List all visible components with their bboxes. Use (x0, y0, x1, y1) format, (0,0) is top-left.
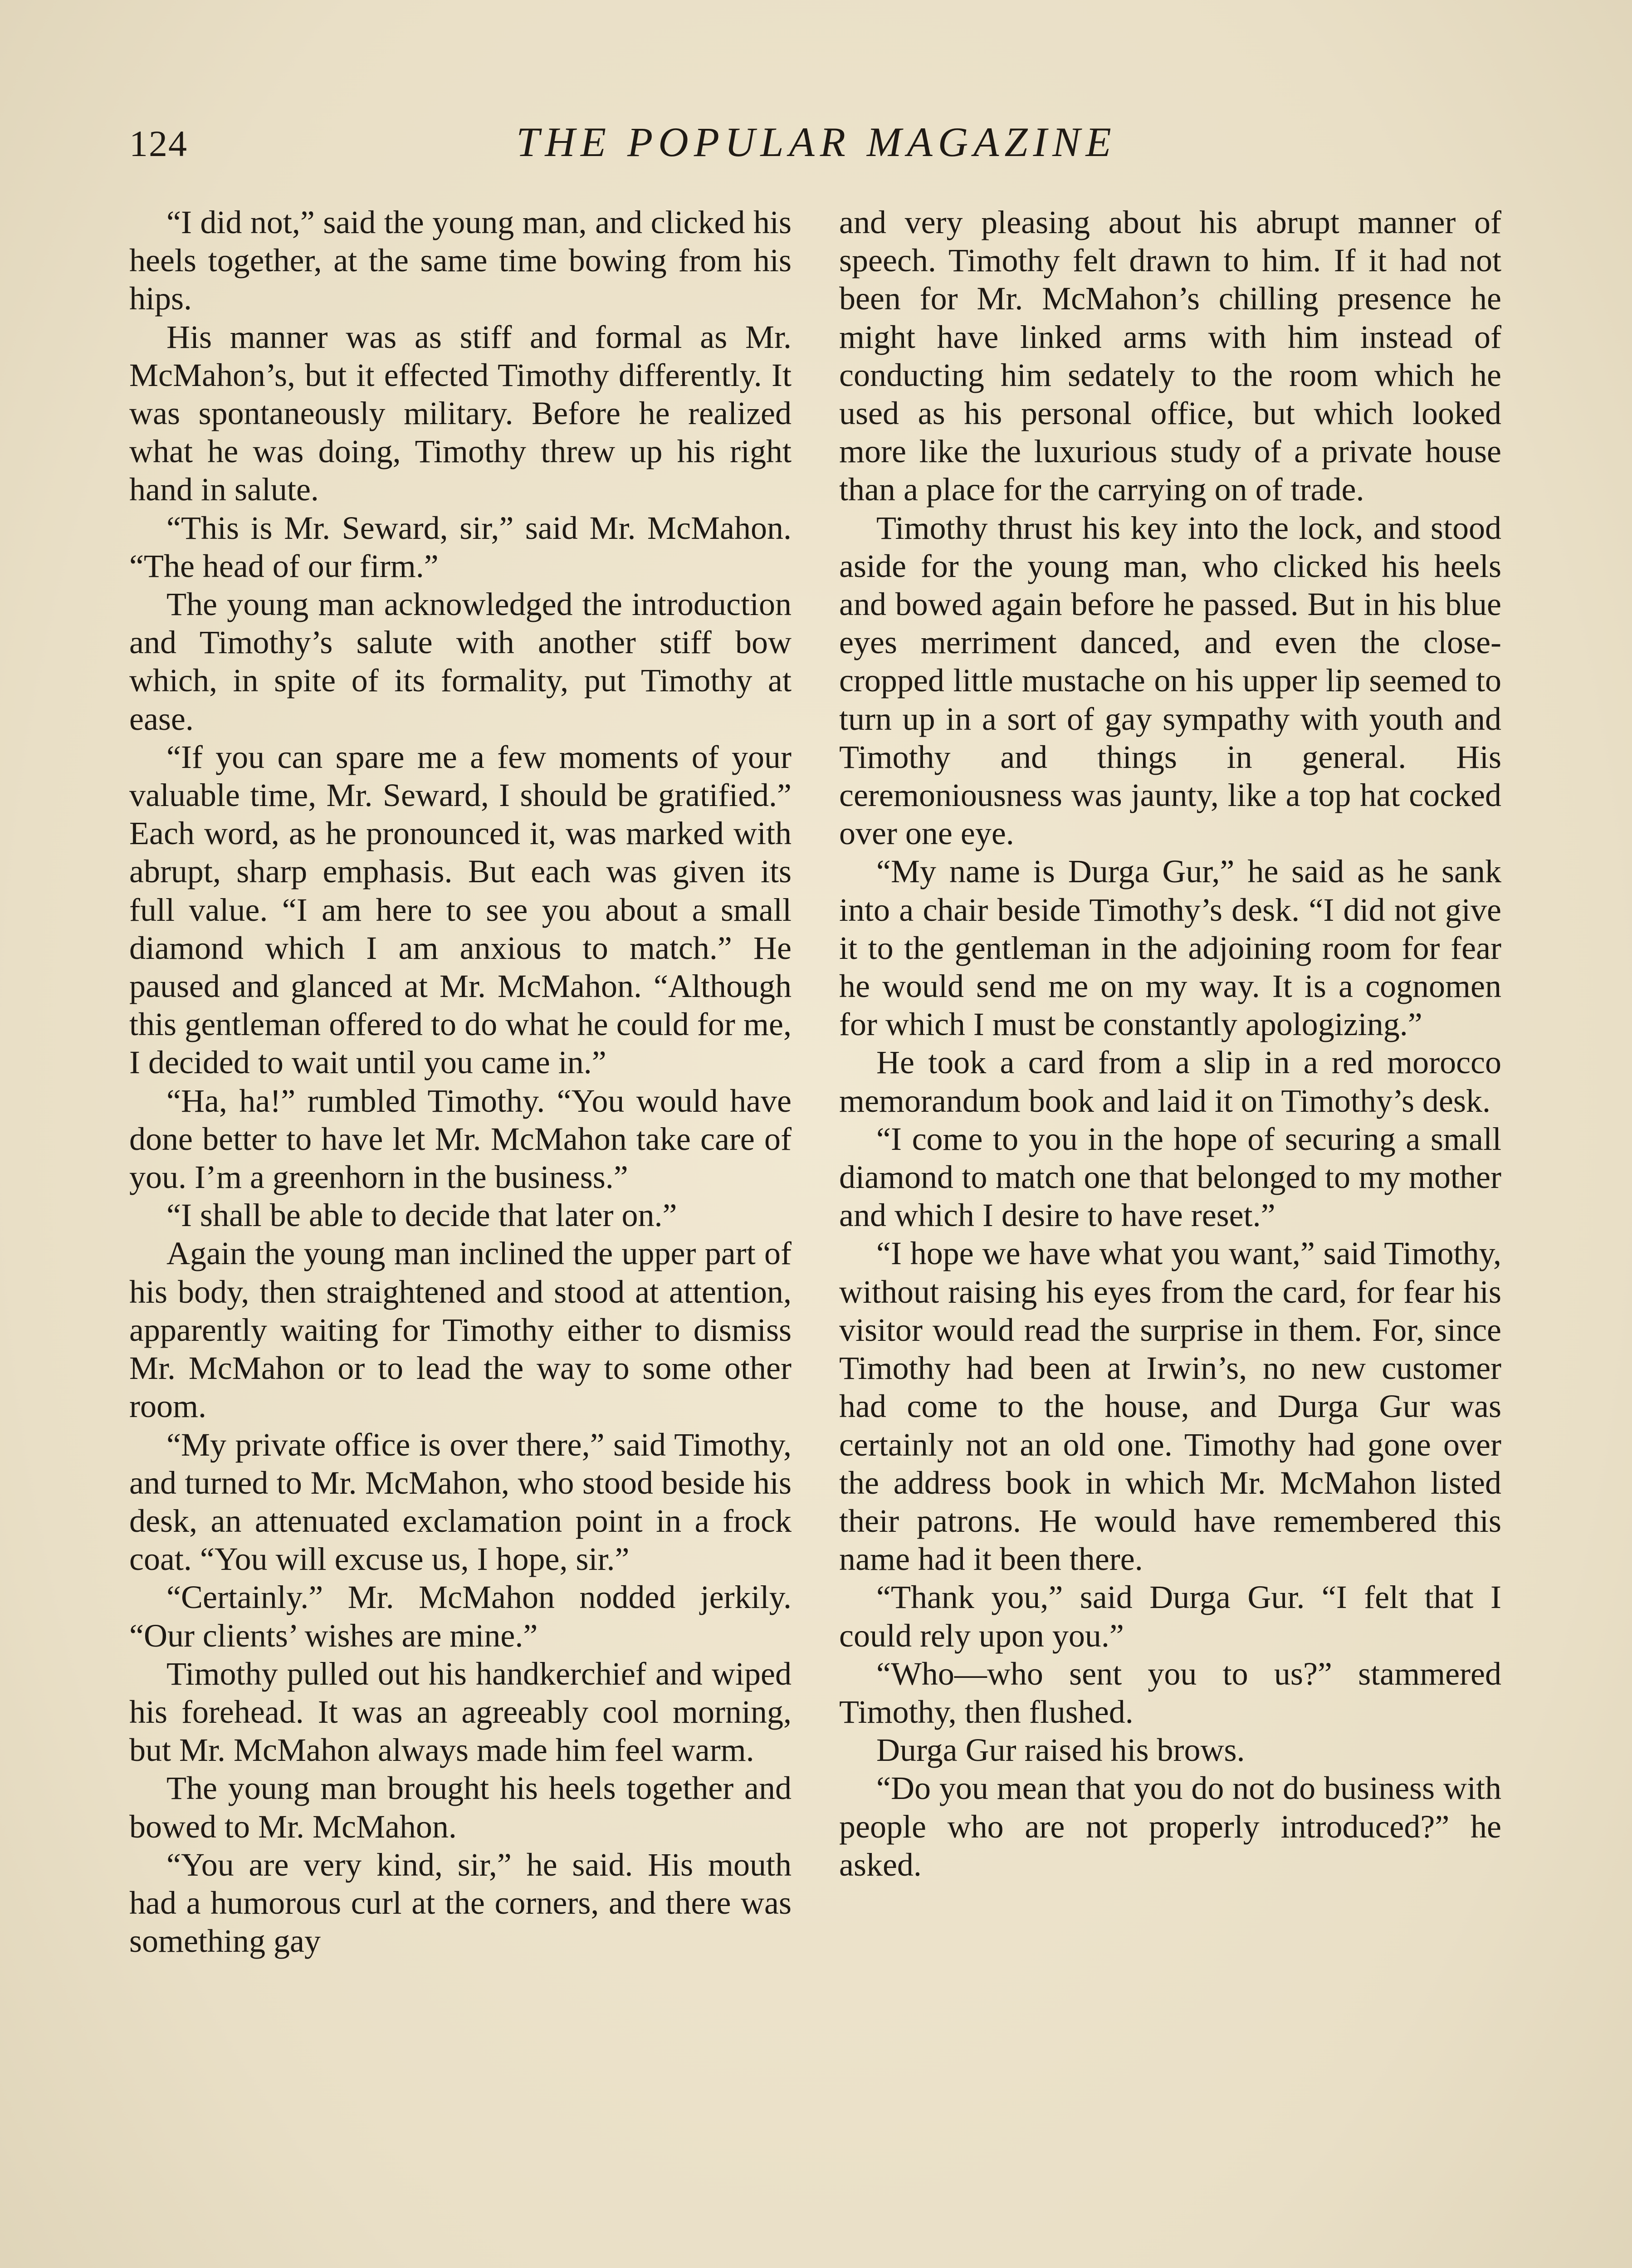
paragraph: “I did not,” said the young man, and clicked his heels together, at the same time bowing from his hips. (129, 204, 792, 317)
paragraph: “My name is Durga Gur,” he said as he sank into a chair beside Timothy’s desk. “I did not give it to the gentleman in the adjoining room for fear he would send me on my way. It is a cognomen for which I must be constantly apologizing.” (839, 853, 1501, 1043)
paragraph: “Thank you,” said Durga Gur. “I felt that I could rely upon you.” (839, 1579, 1501, 1654)
left-column (129, 203, 792, 1960)
continued-paragraph: and very pleasing about his abrupt manner of speech. Timothy felt drawn to him. If it had not been for Mr. McMahon’s chilling presence he might have linked arms with him instead of conducting him sedately to the room which he used as his personal office, but which looked more like the luxurious study of a private house than a place for the carrying on of trade. (839, 204, 1501, 508)
paragraph: “You are very kind, sir,” he said. His mouth had a humorous curl at the corners, and there was something gay (129, 1846, 792, 1960)
paragraph: “Do you mean that you do not do business with people who are not properly introduced?” he asked. (839, 1770, 1501, 1883)
paragraph: Timothy pulled out his handkerchief and wiped his forehead. It was an agreeably cool morning, but Mr. McMahon always made him feel warm. (129, 1655, 792, 1769)
paragraph: “Ha, ha!” rumbled Timothy. “You would have done better to have let Mr. McMahon take care of you. I’m a greenhorn in the business.” (129, 1082, 792, 1196)
page-header (129, 113, 1504, 172)
paragraph: His manner was as stiff and formal as Mr. McMahon’s, but it effected Timothy differently. It was spontaneously military. Before he realized what he was doing, Timothy threw up his right hand in salute. (129, 318, 792, 508)
paragraph: “I hope we have what you want,” said Timothy, without raising his eyes from the card, for fear his visitor would read the surprise in them. For, since Timothy had been at Irwin’s, no new customer had come to the house, and Durga Gur was certainly not an old one. Timothy had gone over the address book in which Mr. McMahon listed their patrons. He would have remembered this name had it been there. (839, 1235, 1501, 1578)
paragraph: “Certainly.” Mr. McMahon nodded jerkily. “Our clients’ wishes are mine.” (129, 1579, 792, 1654)
paragraph: The young man brought his heels together and bowed to Mr. McMahon. (129, 1770, 792, 1845)
paragraph: “I come to you in the hope of securing a small diamond to match one that belonged to my mother and which I desire to have reset.” (839, 1120, 1501, 1234)
paragraph: “My private office is over there,” said Timothy, and turned to Mr. McMahon, who stood beside his desk, an attenuated exclamation point in a frock coat. “You will excuse us, I hope, sir.” (129, 1426, 792, 1578)
paragraph: “I shall be able to decide that later on.” (166, 1197, 677, 1234)
right-column (839, 203, 1501, 1884)
paragraph: The young man acknowledged the introduction and Timothy’s salute with another stiff bow which, in spite of its formality, put Timothy at ease. (129, 586, 792, 737)
paragraph: Timothy thrust his key into the lock, and stood aside for the young man, who clicked his heels and bowed again before he passed. But in his blue eyes merriment danced, and even the close-cropped little mustache on his upper lip seemed to turn up in a sort of gay sympathy with youth and Timothy and things in general. His ceremoniousness was jaunty, like a top hat cocked over one eye. (839, 509, 1501, 852)
paragraph: Durga Gur raised his brows. (876, 1732, 1245, 1769)
paragraph: Again the young man inclined the upper part of his body, then straightened and stood at attention, apparently waiting for Timothy either to dismiss Mr. McMahon or to lead the way to some other room. (129, 1235, 792, 1425)
paragraph: “This is Mr. Seward, sir,” said Mr. McMahon. “The head of our firm.” (129, 509, 792, 584)
paragraph: “If you can spare me a few moments of your valuable time, Mr. Seward, I should be gratified.” Each word, as he pronounced it, was marked with abrupt, sharp emphasis. But each was given its full value. “I am here to see you about a small diamond which I am anxious to match.” He paused and glanced at Mr. McMahon. “Although this gentleman offered to do what he could for me, I decided to wait until you came in.” (129, 738, 792, 1081)
running-head: THE POPULAR MAGAZINE (516, 119, 1117, 165)
page-number: 124 (129, 123, 188, 164)
paragraph: “Who—who sent you to us?” stammered Timothy, then flushed. (839, 1655, 1501, 1730)
paragraph: He took a card from a slip in a red morocco memorandum book and laid it on Timothy’s desk. (839, 1044, 1501, 1119)
